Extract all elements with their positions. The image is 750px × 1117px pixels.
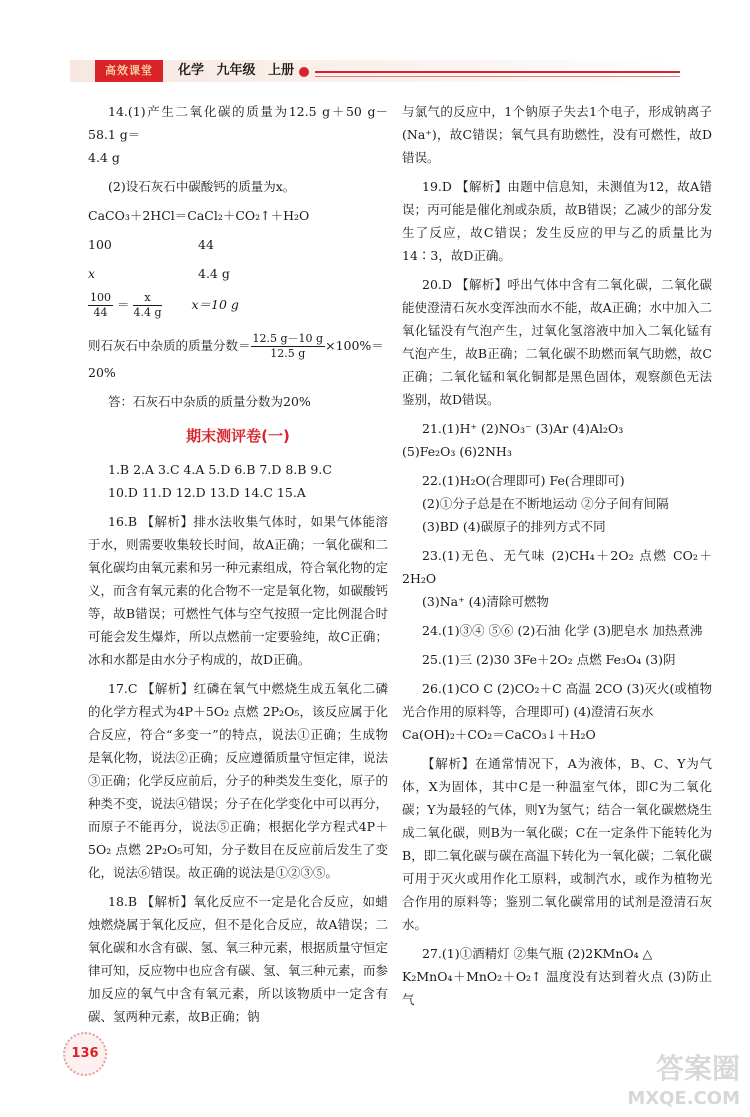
ratio-row-2 xyxy=(88,262,388,285)
header-rule-thin xyxy=(315,76,680,77)
ratio-x: x xyxy=(88,266,96,281)
equation-caco3: CaCO₃＋2HCl＝CaCl₂＋CO₂↑＋H₂O xyxy=(88,208,310,223)
q26-answer: 26.(1)CO C (2)CO₂＋C 高温 2CO (3)灭火(或植物光合作用的原料等，合理即可) (4)澄清石灰水 xyxy=(402,681,712,719)
header-rule xyxy=(315,71,680,73)
q23-line1: 23.(1)无色、无气味 (2)CH₄＋2O₂ 点燃 CO₂＋2H₂O xyxy=(402,548,712,586)
q20-analysis: 20.D 【解析】呼出气体中含有二氧化碳，二氧化碳能使澄清石灰水变浑浊而水不能，故A正确；水中加入二氧化锰没有气泡产生，过氧化氢溶液中加入二氧化锰有气泡产生，故B正确；二氧化碳不助燃而氧气助燃，故C正确；二氧化锰和氧化铜都是黑色固体，观察颜色无法鉴别，故D错误。 xyxy=(402,277,712,407)
impurity-value: 20% xyxy=(88,365,116,380)
left-column xyxy=(88,100,388,1028)
series-tag: 高效课堂 xyxy=(95,60,163,82)
section-title: 期末测评卷(一) xyxy=(186,427,290,445)
q22-line2: (2)①分子总是在不断地运动 ②分子间有间隔 xyxy=(422,496,669,511)
q26-analysis: 【解析】在通常情况下，A为液体，B、C、Y为气体，X为固体，其中C是一种温室气体，即C为二氧化碳；Y为最轻的气体，则Y为氢气；结合一氧化碳燃烧生成二氧化碳，则B为一氧化碳；C在一定条件下能转化为B，即二氧化碳与碳在高温下转化为一氧化碳；二氧化碳可用于灭火或用作化工原料，或制汽水，或作为植物光合作用的原料等；鉴别二氧化碳常用的试剂是澄清石灰水。 xyxy=(402,756,712,932)
mc-answers-1: 1.B 2.A 3.C 4.A 5.D 6.B 7.D 8.B 9.C xyxy=(108,462,332,477)
ratio-100: 100 xyxy=(88,237,112,252)
q22-line1: 22.(1)H₂O(合理即可) Fe(合理即可) xyxy=(422,473,625,488)
ratio-44: 44 xyxy=(198,237,214,252)
answer-line: 答：石灰石中杂质的质量分数为20% xyxy=(108,394,311,409)
q14-part2: (2)设石灰石中碳酸钙的质量为x。 xyxy=(108,179,296,194)
q27-line2: K₂MnO₄＋MnO₂＋O₂↑ 温度没有达到着火点 (3)防止气 xyxy=(402,969,712,1007)
q18-continued: 与氯气的反应中，1个钠原子失去1个电子，形成钠离子(Na⁺)，故C错误；氧气具有助燃性，没有可燃性，故D错误。 xyxy=(402,104,712,165)
q24-answer: 24.(1)③④ ⑤⑥ (2)石油 化学 (3)肥皂水 加热煮沸 xyxy=(422,623,703,638)
watermark-logo: 答案圈 MXQE.COM xyxy=(627,1052,740,1109)
impurity-calc: 则石灰石中杂质的质量分数＝ $\frac{12.5 g-10 g}{12.5 g}$ ×100%＝ xyxy=(88,332,384,360)
volume-label: 上册 xyxy=(268,63,295,78)
right-column xyxy=(402,100,712,1011)
q21-line1: 21.(1)H⁺ (2)NO₃⁻ (3)Ar (4)Al₂O₃ xyxy=(422,421,624,436)
ratio-row-1 xyxy=(88,233,388,256)
q16-analysis: 16.B 【解析】排水法收集气体时，如果气体能溶于水，则需要收集较长时间，故A正确；一氧化碳和二氧化碳均由氧元素和另一种元素组成，符合氧化物的定义，而含有氧元素的化合物不一定是氧化物，如碳酸钙等，故B错误；可燃性气体与空气按照一定比例混合时可能会发生爆炸，所以点燃前一定要验纯，故C正确；冰和水都是由水分子构成的，故D正确。 xyxy=(88,514,389,667)
ratio-4-4g: 4.4 g xyxy=(198,266,230,281)
q18-analysis: 18.B 【解析】氧化反应不一定是化合反应，如蜡烛燃烧属于氧化反应，但不是化合反应，故A错误；二氧化碳和水含有碳、氢、氧三种元素，根据质量守恒定律可知，反应物中也应含有碳、氢、氧三种元素，而参加反应的氧气中含有氧元素，所以该物质中一定含有碳、氢两种元素，故B正确；钠 xyxy=(88,894,389,1024)
page-number: 136 xyxy=(63,1032,107,1076)
grade-label: 九年级 xyxy=(216,63,256,78)
q14-line1: 14.(1)产生二氧化碳的质量为12.5 g＋50 g－58.1 g＝ xyxy=(88,104,388,142)
page-header xyxy=(0,0,750,100)
q22-line3: (3)BD (4)碳原子的排列方式不同 xyxy=(422,519,606,534)
mc-answers-2: 10.D 11.D 12.D 13.D 14.C 15.A xyxy=(108,485,306,500)
q17-analysis: 17.C 【解析】红磷在氧气中燃烧生成五氧化二磷的化学方程式为4P＋5O₂ 点燃 2P₂O₅，该反应属于化合反应，符合“多变一”的特点，说法①正确；生成物是氧化物，说法②正确；反应遵循质量守恒定律，说法③正确；化学反应前后，分子的种类发生变化，原子的种类不变，说法④错误；分子在化学变化中可以再分，而原子不能再分，说法⑤正确；根据化学方程式4P＋5O₂ 点燃 2P₂O₅可知，分子数目在反应前后发生了变化，说法⑥错误。故正确的说法是①②③⑤。 xyxy=(88,681,389,880)
header-dot xyxy=(299,67,309,77)
q25-answer: 25.(1)三 (2)30 3Fe＋2O₂ 点燃 Fe₃O₄ (3)阴 xyxy=(422,652,676,667)
q21-line2: (5)Fe₂O₃ (6)2NH₃ xyxy=(402,444,512,459)
q19-analysis: 19.D 【解析】由题中信息知，未测值为12，故A错误；丙可能是催化剂或杂质，故B错误；乙减少的部分发生了反应，故C错误；发生反应的甲与乙的质量比为14∶3，故D正确。 xyxy=(402,179,712,263)
fraction-100-44: $\frac{100}{44}$ xyxy=(90,291,111,319)
fraction-x-4-4g: $\frac{x}{4.4 g}$ xyxy=(133,291,162,319)
solution-x: x＝10 g xyxy=(191,297,239,312)
book-info xyxy=(178,62,302,80)
q23-line2: (3)Na⁺ (4)清除可燃物 xyxy=(422,594,549,609)
q27-line1: 27.(1)①酒精灯 ②集气瓶 (2)2KMnO₄ △ xyxy=(422,946,653,961)
q14-line2: 4.4 g xyxy=(88,150,120,165)
q26-equation: Ca(OH)₂＋CO₂＝CaCO₃↓＋H₂O xyxy=(402,727,596,742)
fraction-impurity: $\frac{12.5 g-10 g}{12.5 g}$ xyxy=(252,332,324,360)
subject-label: 化学 xyxy=(178,63,205,78)
proportion-line: $\frac{100}{44}$ ＝ $\frac{x}{4.4 g}$ x＝10 g xyxy=(90,291,239,319)
